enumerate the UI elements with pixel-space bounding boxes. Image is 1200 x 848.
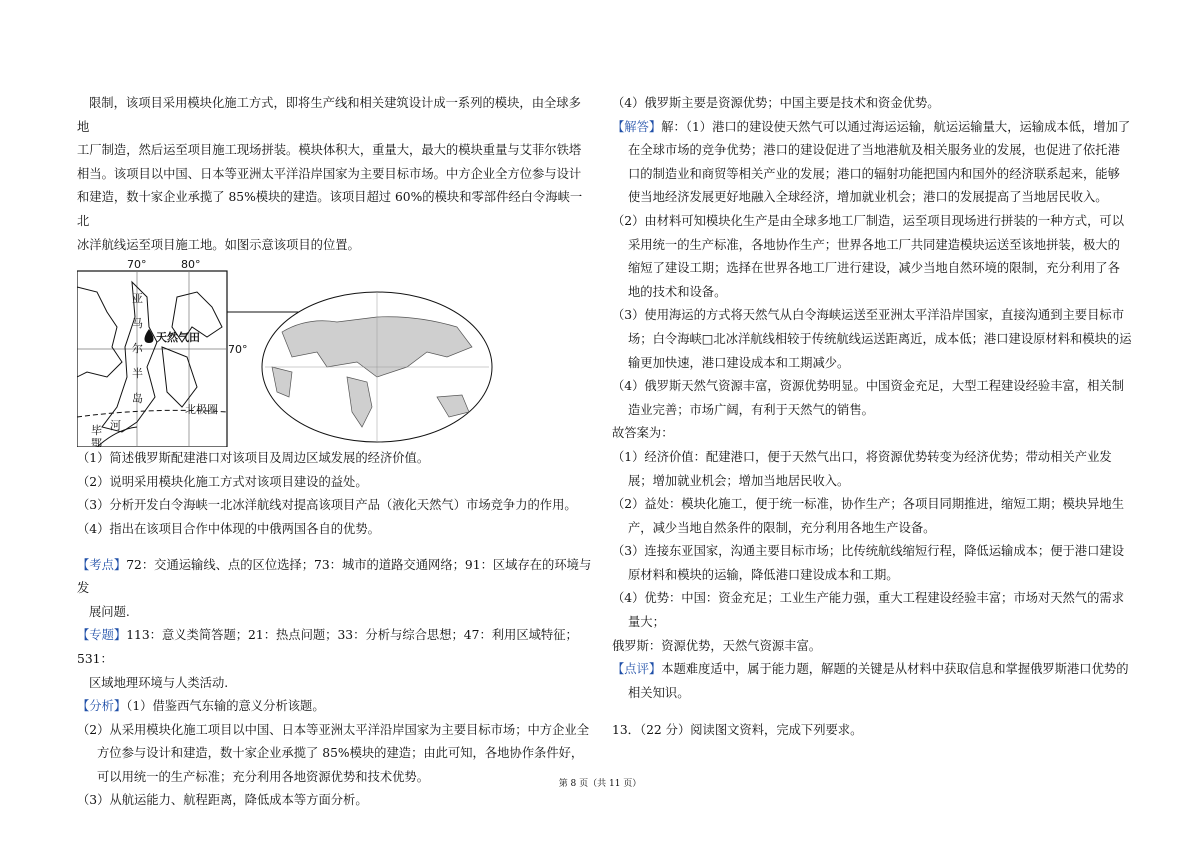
gas-drop-icon [145, 329, 154, 343]
lat-label-70: 70° [228, 343, 248, 357]
question-2: （2）说明采用模块化施工方式对该项目建设的益处。 [77, 474, 368, 489]
question-13: 13．（22 分）阅读图文资料，完成下列要求。 [612, 723, 863, 738]
zhuanti-cont: 区域地理环境与人类活动. [89, 675, 229, 690]
jieda-item-3: （3）使用海运的方式将天然气从白令海峡运送至亚洲太平洋沿岸国家，直接沟通到主要目标市场；白令海峡□北冰洋航线相较于传统航线运送距离近，成本低；港口建设原材料和模块的运输更加快速，港口建设成本和工期减少。 [612, 308, 1132, 370]
kaodian-text: 72：交通运输线、点的区位选择；73：城市的道路交通网络；91：区域存在的环境与发 [77, 557, 592, 596]
answer-4: （4）优势：中国：资金充足；工业生产能力强，重大工程建设经验丰富；市场对天然气的需求量大； [612, 591, 1124, 630]
arctic-circle-label: 北极圈 [185, 403, 218, 417]
place-label: 马 [132, 317, 143, 331]
jieda-item-4: （4）俄罗斯天然气资源丰富，资源优势明显。中国资金充足，大型工程建设经验丰富，相关制造业完善；市场广阔，有利于天然气的销售。 [612, 379, 1124, 417]
fenxi-line [77, 695, 593, 719]
gas-field-label: 天然气田 [156, 331, 200, 345]
jieda-block [612, 116, 1132, 210]
question-3: （3）分析开发白令海峡一北冰洋航线对提高该项目产品（液化天然气）市场竞争力的作用。 [77, 498, 577, 513]
right-column [612, 92, 1132, 743]
place-label: 岛 [132, 392, 143, 406]
dianping-text: 本题难度适中，属于能力题，解题的关键是从材料中获取信息和掌握俄罗斯港口优势的相关知识。 [628, 662, 1129, 700]
kaodian-cont: 展问题. [89, 604, 130, 619]
answer-heading: 故答案为： [612, 426, 674, 441]
kaodian-tag: 【考点】 [77, 557, 127, 572]
fenxi-text: （1）借鉴西气东输的意义分析该题。 [126, 699, 325, 714]
answer-1: （1）经济价值：配建港口，便于天然气出口，将资源优势转变为经济优势；带动相关产业发展；增加就业机会；增加当地居民收入。 [612, 449, 1112, 488]
intro-line: 限制，该项目采用模块化施工方式，即将生产线和相关建筑设计成一系列的模块，由全球多地 [77, 96, 581, 134]
place-label: 亚 [132, 292, 143, 306]
intro-line: 相当。该项目以中国、日本等亚洲太平洋沿岸国家为主要目标市场。中方企业全方位参与设计 [77, 166, 582, 181]
intro-line: 和建造，数十家企业承揽了 85%模块的建造。该项目超过 60%的模块和零部件经白令海峡一北 [77, 190, 583, 228]
fenxi-tag: 【分析】 [77, 699, 127, 714]
jieda-item-2: （2）由材料可知模块化生产是由全球多地工厂制造，运至项目现场进行拼装的一种方式，可以采用统一的生产标准，各地协作生产；世界各地工厂共同建造模块运送至该地拼装，极大的缩短了建设工期；选择在世界各地工厂进行建设，减少当地自然环境的限制，充分利用了各地的技术和设备。 [612, 213, 1124, 299]
lon-label-70: 70° [127, 258, 147, 272]
dianping-tag: 【点评】 [612, 662, 662, 677]
question-4: （4）指出在该项目合作中体现的中俄两国各自的优势。 [77, 521, 380, 536]
answer-2: （2）益处：模块化施工，便于统一标准，协作生产；各项目同期推进，缩短工期；模块异地生产，减少当地自然条件的限制，充分利用各地生产设备。 [612, 497, 1124, 535]
place-label: 尔 [132, 342, 143, 356]
fenxi-item-2: （2）从采用模块化施工项目以中国、日本等亚洲太平洋沿岸国家为主要目标市场；中方企业全方位参与设计和建造，数十家企业承揽了 85%模块的建造；由此可知，各地协作条件好，可以用统一的生产标准；充分利用各地资源优势和技术优势。 [77, 722, 589, 784]
answer-3: （3）连接东亚国家，沟通主要目标市场；比传统航线缩短行程，降低运输成本；便于港口建设原材料和模块的运输，降低港口建设成本和工期。 [612, 544, 1124, 582]
intro-line: 冰洋航线运至项目施工地。如图示意该项目的位置。 [77, 237, 360, 252]
map-svg [77, 257, 593, 447]
jieda-text: 解：（1）港口的建设使天然气可以通过海运运输，航运运输量大，运输成本低，增加了在全球市场的竞争优势；港口的建设促进了当地港航及相关服务业的发展，也促进了依托港口的制造业和商贸等相关产业的发展；港口的辐射功能把国内和国外的经济联系起来，能够使当地经济发展更好地融入全球经济，增加就业机会；港口的发展提高了当地居民收入。 [628, 119, 1131, 205]
kaodian-line [77, 554, 593, 601]
location-map-figure [77, 257, 593, 447]
zhuanti-line [77, 624, 593, 671]
jieda-tag: 【解答】 [612, 119, 662, 134]
page-footer: 第 8 页（共 11 页） [558, 779, 642, 789]
left-column [77, 92, 593, 813]
fenxi-item-3: （3）从航运能力、航程距离，降低成本等方面分析。 [77, 793, 368, 808]
river-label: 毕 [91, 424, 102, 438]
question-1: （1）简述俄罗斯配建港口对该项目及周边区域发展的经济价值。 [77, 451, 430, 466]
analysis-item-4: （4）俄罗斯主要是资源优势；中国主要是技术和资金优势。 [612, 96, 940, 110]
lon-label-80: 80° [181, 258, 201, 272]
zhuanti-text: 113：意义类简答题；21：热点问题；33：分析与综合思想；47：利用区域特征；531： [77, 628, 578, 666]
dianping-block [612, 658, 1132, 705]
river-label: 河 [110, 419, 121, 433]
zhuanti-tag: 【专题】 [77, 628, 127, 643]
answer-russia: 俄罗斯：资源优势，天然气资源丰富。 [612, 638, 822, 653]
intro-line: 工厂制造，然后运至项目施工现场拼装。模块体积大，重量大，最大的模块重量与艾菲尔铁塔 [77, 143, 582, 158]
place-label: 半 [132, 367, 143, 381]
river-label: 鄂 [91, 437, 102, 448]
